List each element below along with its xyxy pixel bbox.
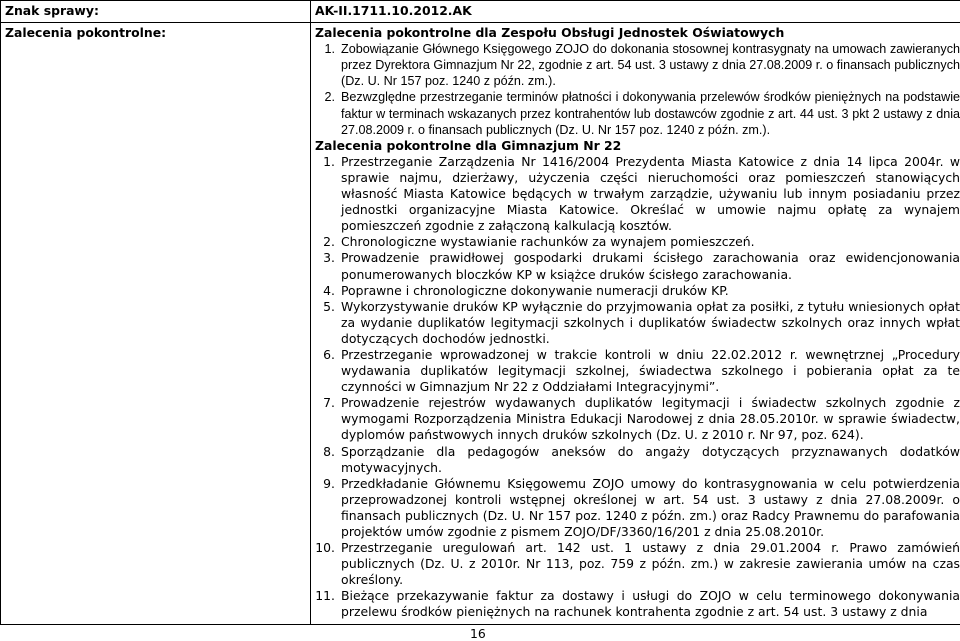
- list-item: [315, 540, 960, 588]
- list-item: [315, 347, 960, 395]
- case-value: AK-II.1711.10.2012.AK: [311, 1, 960, 23]
- page-number: 16: [470, 626, 486, 641]
- item-text: Zobowiązanie Głównego Księgowego ZOJO do dokonania stosownej kontrasygnaty na umowach zawieranych przez Dyrektora Gimnazjum Nr 22, zgodnie z art. 54 ust. 3 ustawy z dnia 27.08.2009 r. o finansach publicznych (Dz. U. Nr 157 poz. 1240 z późn. zm.).: [341, 42, 960, 88]
- case-row: [1, 1, 960, 23]
- item-text: Bieżące przekazywanie faktur za dostawy i usługi do ZOJO w celu terminowego dokonywania przelewu środków pieniężnych na rachunek kontrahenta zgodnie z art. 54 ust. 3 ustawy z dnia: [341, 588, 960, 619]
- item-text: Chronologiczne wystawianie rachunków za wynajem pomieszczeń.: [341, 234, 755, 249]
- item-number: 11.: [315, 588, 339, 604]
- list-item: [315, 476, 960, 540]
- list-item: [315, 41, 960, 89]
- item-number: 1.: [315, 154, 339, 170]
- list-item: [315, 395, 960, 443]
- item-text: Przestrzeganie wprowadzonej w trakcie kontroli w dniu 22.02.2012 r. wewnętrznej „Procedury wydawania duplikatów legitymacji szkolnej, świadectwa szkolnego i pobierania opłat za te czynności w Gimnazjum Nr 22 z Oddziałami Integracyjnymi”.: [341, 347, 960, 394]
- section2-title: Zalecenia pokontrolne dla Gimnazjum Nr 22: [315, 138, 960, 154]
- item-number: 2.: [315, 234, 339, 250]
- item-number: 2.: [315, 89, 339, 105]
- item-number: 7.: [315, 395, 339, 411]
- case-label: Znak sprawy:: [1, 1, 311, 23]
- list-item: [315, 588, 960, 620]
- item-number: 4.: [315, 283, 339, 299]
- recommendations-content: [311, 23, 960, 624]
- item-text: Prowadzenie rejestrów wydawanych duplikatów legitymacji i świadectw szkolnych zgodnie z wymogami Rozporządzenia Ministra Edukacji Narodowej z dnia 28.05.2010r. w sprawie świadectw, dyplomów państwowych innych druków szkolnych (Dz. U. z 2010 r. Nr 97, poz. 624).: [341, 395, 960, 442]
- list-item: [315, 154, 960, 234]
- recommendations-row: [1, 23, 960, 624]
- item-text: Przestrzeganie uregulowań art. 142 ust. 1 ustawy z dnia 29.01.2004 r. Prawo zamówień publicznych (Dz. U. z 2010r. Nr 113, poz. 759 z późn. zm.) w zakresie zawierania umów na czas określony.: [341, 540, 960, 587]
- list-item: [315, 89, 960, 137]
- list-item: [315, 444, 960, 476]
- section1-title: Zalecenia pokontrolne dla Zespołu Obsługi Jednostek Oświatowych: [315, 25, 960, 41]
- item-text: Poprawne i chronologiczne dokonywanie numeracji druków KP.: [341, 283, 729, 298]
- item-text: Wykorzystywanie druków KP wyłącznie do przyjmowania opłat za posiłki, z tytułu wniesionych opłat za wydanie duplikatów legitymacji szkolnych i duplikatów świadectw szkolnych oraz innych wpłat dotyczących dochodów jednostki.: [341, 299, 960, 346]
- item-number: 3.: [315, 250, 339, 266]
- list-item: [315, 250, 960, 282]
- item-number: 1.: [315, 41, 339, 57]
- list-item: [315, 283, 960, 299]
- item-text: Prowadzenie prawidłowej gospodarki drukami ścisłego zarachowania oraz ewidencjonowania ponumerowanych bloczków KP w książce druków ścisłego zarachowania.: [341, 250, 960, 281]
- item-text: Przestrzeganie Zarządzenia Nr 1416/2004 Prezydenta Miasta Katowice z dnia 14 lipca 2004r. w sprawie najmu, dzierżawy, użyczenia części nieruchomości oraz pomieszczeń stanowiących własność Miasta Katowice będących w trwałym zarządzie, używaniu lub innym posiadaniu przez jednostki organizacyjne Miasta Katowice. Określać w umowie najmu opłatę za wynajem pomieszczeń zgodnie z załączoną kalkulacją kosztów.: [341, 154, 960, 233]
- list-item: [315, 299, 960, 347]
- section1-list: [315, 41, 960, 138]
- item-text: Przedkładanie Głównemu Księgowemu ZOJO umowy do kontrasygnowania w celu potwierdzenia przeprowadzonej kontroli wstępnej określonej w art. 54 ust. 3 ustawy z dnia 27.08.2009r. o finansach publicznych (Dz. U. Nr 157 poz. 1240 z późn. zm.) oraz Radcy Prawnemu do parafowania projektów umów zgodnie z pismem ZOJO/DF/3360/16/201 z dnia 25.08.2010r.: [341, 476, 960, 539]
- item-number: 5.: [315, 299, 339, 315]
- recommendations-label: Zalecenia pokontrolne:: [1, 23, 311, 624]
- section2-list: [315, 154, 960, 621]
- item-text: Bezwzględne przestrzeganie terminów płatności i dokonywania przelewów środków pieniężnych na podstawie faktur w terminach wskazanych przez kontrahentów lub dostawców zgodnie z art. 44 ust. 3 pkt 2 ustawy z dnia 27.08.2009 r. o finansach publicznych (Dz. U. Nr 157 poz. 1240 z późn. zm.).: [341, 90, 960, 136]
- item-text: Sporządzanie dla pedagogów aneksów do angaży dotyczących przyznawanych dodatków motywacyjnych.: [341, 444, 960, 475]
- item-number: 9.: [315, 476, 339, 492]
- item-number: 10.: [315, 540, 339, 556]
- list-item: [315, 234, 960, 250]
- item-number: 6.: [315, 347, 339, 363]
- item-number: 8.: [315, 444, 339, 460]
